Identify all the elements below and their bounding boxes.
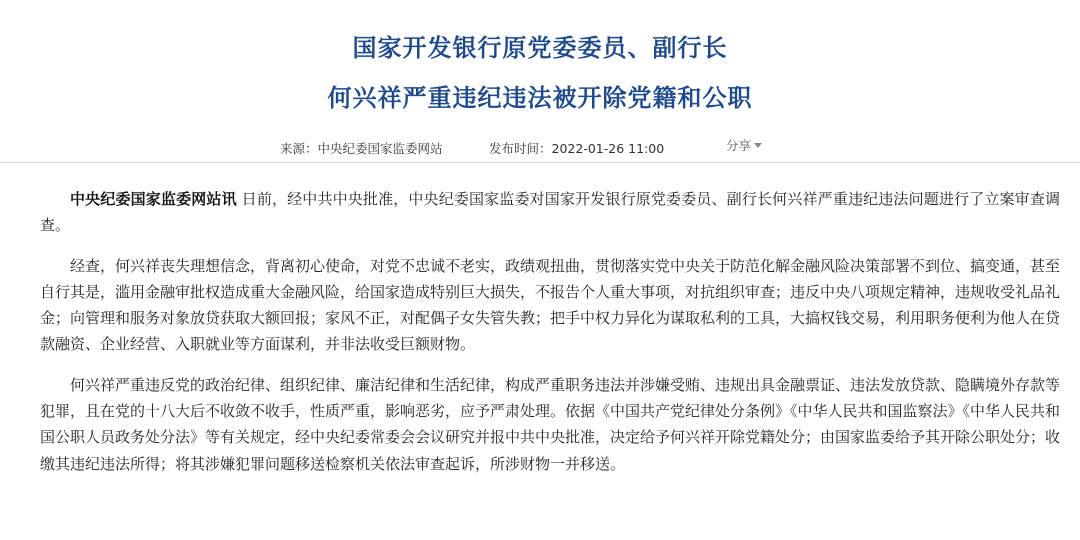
article-title-line-2: 何兴祥严重违纪违法被开除党籍和公职 (327, 83, 753, 112)
article-meta-bar (0, 134, 1080, 160)
body-paragraph-1 (40, 186, 1060, 239)
meta-source (280, 139, 443, 157)
caret-down-icon (754, 143, 762, 148)
share-button[interactable] (726, 136, 762, 154)
body-paragraph-3: 何兴祥严重违反党的政治纪律、组织纪律、廉洁纪律和生活纪律，构成严重职务违法并涉嫌受贿、违规出具金融票证、违法发放贷款、隐瞒境外存款等犯罪，且在党的十八大后不收敛不收手，性质严重，影响恶劣，应予严肃处理。依据《中国共产党纪律处分条例》《中华人民共和国监察法》《中华人民共和国公职人员政务处分法》等有关规定，经中央纪委常委会会议研究并报中共中央批准，决定给予何兴祥开除党籍处分；由国家监委给予其开除公职处分；收缴其违纪违法所得；将其涉嫌犯罪问题移送检察机关依法审查起诉，所涉财物一并移送。 (40, 375, 1061, 473)
paragraph-1-text: 日前，经中共中央批准，中央纪委国家监委对国家开发银行原党委委员、副行长何兴祥严重违纪违法问题进行了立案审查调查。 (40, 190, 1060, 235)
body-paragraph-2: 经查，何兴祥丧失理想信念，背离初心使命，对党不忠诚不老实，政绩观扭曲，贯彻落实党中央关于防范化解金融风险决策部署不到位、搞变通，甚至自行其是，滥用金融审批权造成重大金融风险，给国家造成特别巨大损失，不报告个人重大事项，对抗组织审查；违反中央八项规定精神，违规收受礼品礼金；向管理和服务对象放贷获取大额回报；家风不正，对配偶子女失管失教；把手中权力异化为谋取私利的工具，大搞权钱交易，利用职务便利为他人在贷款融资、企业经营、入职就业等方面谋利，并非法收受巨额财物。 (40, 256, 1061, 354)
article-title-line-1: 国家开发银行原党委委员、副行长 (352, 33, 728, 62)
paragraph-lead: 中央纪委国家监委网站讯 (70, 190, 237, 208)
source-value: 中央纪委国家监委网站 (317, 141, 443, 156)
meta-publish-time (489, 139, 664, 157)
source-label: 来源： (280, 141, 318, 156)
header-divider (0, 162, 1080, 163)
time-value: 2022-01-26 11:00 (551, 141, 665, 156)
share-label: 分享 (726, 138, 752, 153)
time-label: 发布时间： (489, 141, 552, 156)
article-body (40, 186, 1060, 491)
